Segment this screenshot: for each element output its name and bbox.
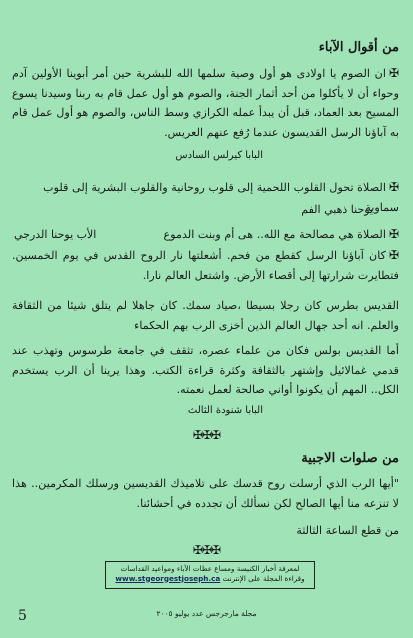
coptic-cross-icon: ✠	[388, 227, 399, 241]
coptic-cross-icon: ✠	[388, 180, 399, 194]
quote-prayer-hearts-text: الصلاة تحول القلوب اللحمية إلى قلوب روحانية والقلوب البشرية إلى قلوب سماوية	[43, 181, 399, 214]
website-info-box	[105, 561, 315, 589]
cross-divider-icon: ✠✠✠	[192, 543, 221, 557]
signature-pope-kyrillos: البابا كيرلس السادس	[175, 150, 263, 161]
publication-name: مجلة مارجرجس عدد يوليو ٢٠٠٥	[156, 609, 257, 618]
fathers-sayings-heading: من أقوال الآباء	[318, 40, 399, 55]
quote-fasting-text: ان الصوم يا اولادى هو أول وصية سلمها الله للبشرية حين أمر أبوينا الأولين آدم وحواء أن لا يأكلوا من أحد أثمار الجنة، والصوم هو أول عمل قام به ربنا وسيدنا يسوع المسيح بعد العماد، قبل أن يبدأ عمله الكرازي وسط الناس، والصوم هو أول عمل قام به آباؤنا الرسل القديسون عندما رُفع عنهم العريس.	[12, 67, 399, 139]
website-info-line2	[106, 574, 314, 584]
cross-divider-icon: ✠✠✠	[192, 428, 221, 442]
website-info-line2-text: وقراءة المجلة على الإنترنت	[222, 573, 305, 583]
quote-fasting	[12, 64, 399, 142]
website-info-line1: لمعرفة أخبار الكنيسة ومساع عظات الآباء ومواعيد القداسات	[120, 564, 300, 573]
quote-prayer-tears	[150, 225, 399, 245]
agpeya-prayer: "أيها الرب الذي أرسلت روح قدسك على تلاميذك القديسين ورسلك المكرمين.. هذا لا تنزعه منا أيها الصالح لكن نسألك أن تجدده في أحشائنا.	[12, 477, 399, 510]
quote-paul: أما القديس بولس فكان من علماء عصره، تثقف في جامعة طرسوس وتهذب عند قدمي غمالائيل وإشتهر بالثقافة وكثرة قراءة الكتب. وهذا يرينا أن الرب يستخدم الكل.. المهم أن يكونوا أواني صالحة لعمل نعمته.	[12, 344, 399, 396]
coptic-cross-icon: ✠	[388, 248, 399, 262]
quote-apostles	[12, 246, 399, 285]
page-number: 5	[18, 608, 27, 624]
quote-peter: القديس بطرس كان رجلا بسيطا ،صياد سمك. كان جاهلا لم يتلق شيئا من الثقافة والعلم. انه أحد جهال العالم الذين أخزى الرب بهم الحكماء	[12, 299, 399, 332]
signature-chrysostom: يوحنا ذهبي الفم	[301, 203, 373, 216]
quote-apostles-text: كان آباؤنا الرسل كقطع من فحم. أشعلتها نار الروح القدس في يوم الخمسين. فتطايرت شرارتها إلى أقصاء الأرض. واشتعل العالم نارا.	[12, 249, 399, 282]
agpeya-prayer-source: من قطع الساعة الثالثة	[296, 524, 399, 537]
agpeya-prayers-heading: من صلوات الاجبية	[301, 451, 399, 466]
signature-john-climacus: الأب يوحنا الدرجي	[14, 228, 97, 241]
website-link[interactable]: www.stgeorgestjoseph.ca	[115, 573, 221, 583]
signature-pope-shenouda: البابا شنودة الثالث	[187, 405, 263, 416]
quote-prayer-tears-text: الصلاة هي مصالحة مع الله.. هى أم وبنت الدموع	[163, 228, 386, 241]
coptic-cross-icon: ✠	[388, 66, 399, 80]
